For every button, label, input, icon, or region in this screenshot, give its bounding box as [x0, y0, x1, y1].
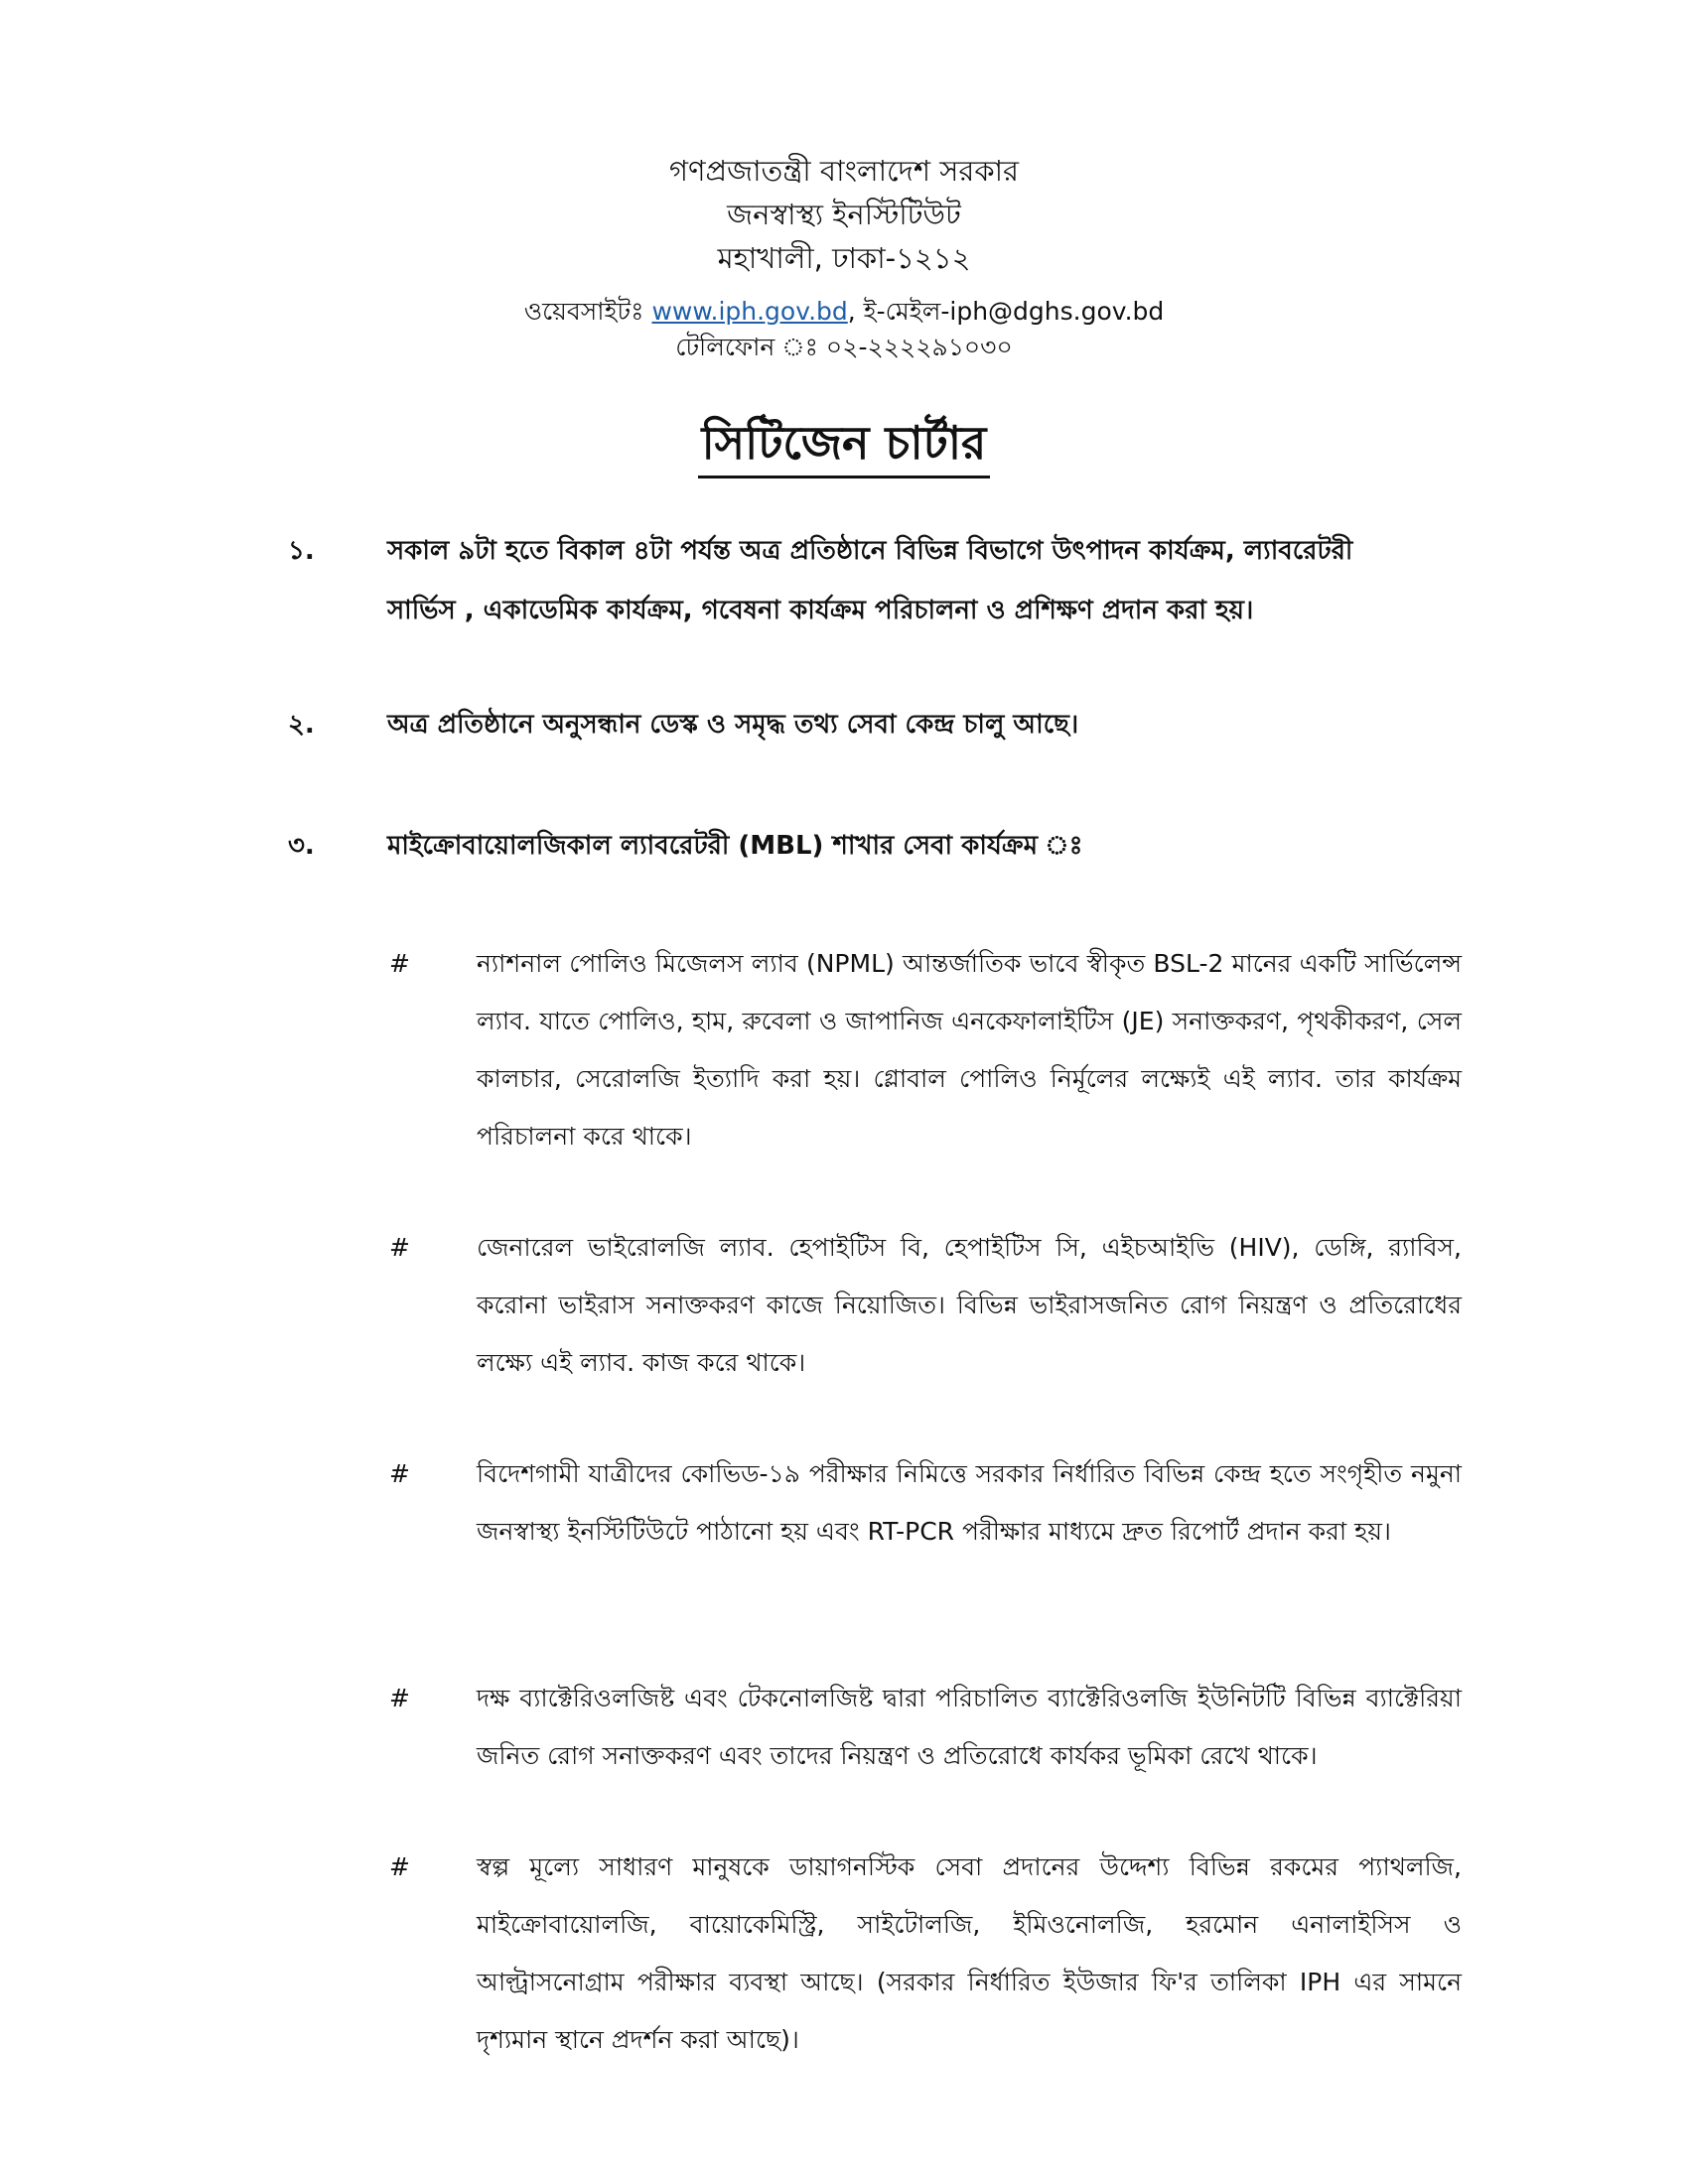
item-text: সকাল ৯টা হতে বিকাল ৪টা পর্যন্ত অত্র প্রতিষ্ঠানে বিভিন্ন বিভাগে উৎপাদন কার্যক্রম, ল্যাবরেটরী সার্ভিস , একাডেমিক কার্যক্রম, গবেষনা কার্যক্রম পরিচালনা ও প্রশিক্ষণ প্রদান করা হয়।: [387, 536, 1353, 625]
institute-name: জনস্বাস্থ্য ইনস্টিটিউট: [727, 198, 961, 231]
government-name: গণপ্রজাতন্ত্রী বাংলাদেশ সরকার: [668, 154, 1020, 188]
bullet-marker: #: [389, 1852, 410, 1881]
letterhead: [0, 149, 1688, 280]
document-title-wrap: [0, 409, 1688, 484]
item-number: ৩.: [288, 831, 315, 861]
item-number: ২.: [288, 710, 315, 740]
bullet-marker: #: [389, 949, 410, 978]
item-text: অত্র প্রতিষ্ঠানে অনুসন্ধান ডেস্ক ও সমৃদ্ধ তথ্য সেবা কেন্দ্র চালু আছে।: [387, 710, 1079, 740]
item-number: ১.: [288, 536, 315, 566]
contact-info: [0, 294, 1688, 365]
document-title: সিটিজেন চার্টার: [698, 416, 991, 478]
website-link[interactable]: www.iph.gov.bd: [651, 297, 848, 326]
institute-address: মহাখালী, ঢাকা-১২১২: [717, 241, 971, 275]
item-text: মাইক্রোবায়োলজিকাল ল্যাবরেটরী (MBL) শাখার সেবা কার্যক্রম ঃ: [387, 831, 1083, 861]
sub-item-text: দক্ষ ব্যাক্টেরিওলজিষ্ট এবং টেকনোলজিষ্ট দ্বারা পরিচালিত ব্যাক্টেরিওলজি ইউনিটটি বিভিন্ন ব্যাক্টেরিয়া জনিত রোগ সনাক্তকরণ এবং তাদের নিয়ন্ত্রণ ও প্রতিরোধে কার্যকর ভূমিকা রেখে থাকে।: [477, 1684, 1462, 1770]
phone-line: টেলিফোন ঃ ০২-২২২২৯১০৩০: [675, 333, 1013, 361]
web-email-line: [0, 294, 1688, 330]
sub-item-text: জেনারেল ভাইরোলজি ল্যাব. হেপাইটিস বি, হেপাইটিস সি, এইচআইভি (HIV), ডেঙ্গি, র‍্যাবিস, করোনা ভাইরাস সনাক্তকরণ কাজে নিয়োজিত। বিভিন্ন ভাইরাসজনিত রোগ নিয়ন্ত্রণ ও প্রতিরোধের লক্ষ্যে এই ল্যাব. কাজ করে থাকে।: [477, 1233, 1462, 1377]
bullet-marker: #: [389, 1459, 410, 1488]
sub-item-text: বিদেশগামী যাত্রীদের কোভিড-১৯ পরীক্ষার নিমিত্তে সরকার নির্ধারিত বিভিন্ন কেন্দ্র হতে সংগৃহীত নমুনা জনস্বাস্থ্য ইনস্টিটিউটে পাঠানো হয় এবং RT-PCR পরীক্ষার মাধ্যমে দ্রুত রিপোর্ট প্রদান করা হয়।: [477, 1459, 1462, 1546]
bullet-marker: #: [389, 1684, 410, 1712]
sub-item-text: স্বল্প মূল্যে সাধারণ মানুষকে ডায়াগনস্টিক সেবা প্রদানের উদ্দেশ্য বিভিন্ন রকমের প্যাথলজি, মাইক্রোবায়োলজি, বায়োকেমিস্ট্রি, সাইটোলজি, ইমিওনোলজি, হরমোন এনালাইসিস ও আল্ট্রাসনোগ্রাম পরীক্ষার ব্যবস্থা আছে। (সরকার নির্ধারিত ইউজার ফি'র তালিকা IPH এর সামনে দৃশ্যমান স্থানে প্রদর্শন করা আছে)।: [477, 1852, 1462, 2054]
email-label: , ই-মেইল-: [847, 297, 950, 326]
sub-item-text: ন্যাশনাল পোলিও মিজেলস ল্যাব (NPML) আন্তর্জাতিক ভাবে স্বীকৃত BSL-2 মানের একটি সার্ভিলেন্স ল্যাব. যাতে পোলিও, হাম, রুবেলা ও জাপানিজ এনকেফালাইটিস (JE) সনাক্তকরণ, পৃথকীকরণ, সেল কালচার, সেরোলজি ইত্যাদি করা হয়। গ্লোবাল পোলিও নির্মূলের লক্ষ্যেই এই ল্যাব. তার কার্যক্রম পরিচালনা করে থাকে।: [477, 949, 1462, 1151]
bullet-marker: #: [389, 1233, 410, 1262]
website-label: ওয়েবসাইটঃ: [523, 297, 644, 326]
email-address[interactable]: iph@dghs.gov.bd: [949, 297, 1165, 326]
